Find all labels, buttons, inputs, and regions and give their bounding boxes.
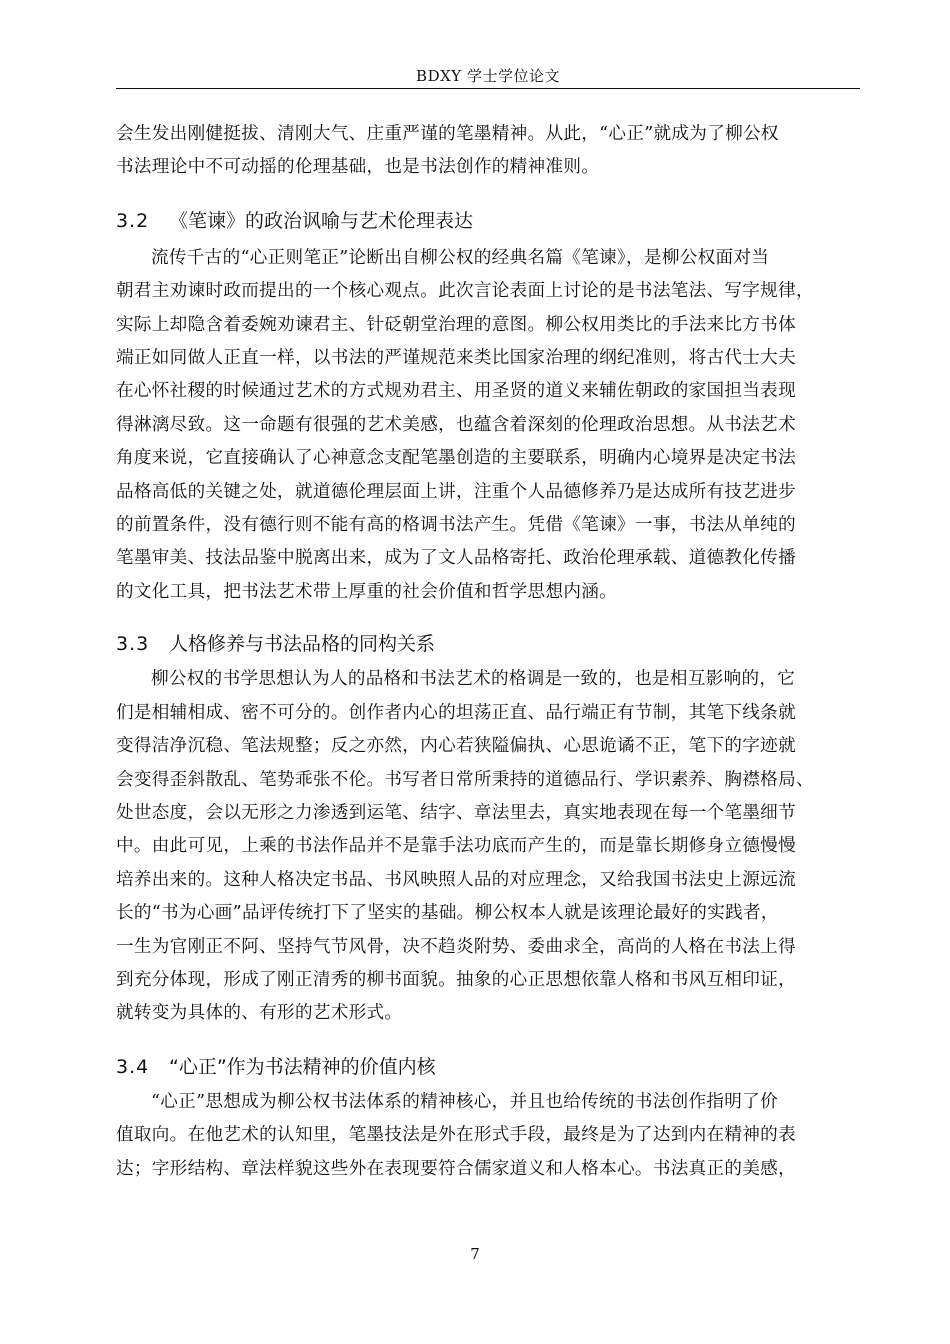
- paragraph-line: 在心怀社稷的时候通过艺术的方式规劝君主、用圣贤的道义来辅佐朝政的家国担当表现: [116, 381, 796, 402]
- section-title: “心正”作为书法精神的价值内核: [169, 1055, 436, 1078]
- section-number: 3.2: [116, 209, 150, 232]
- paragraph-line: 端正如同做人正直一样，以书法的严谨规范来类比国家治理的纲纪准则，将古代士大夫: [116, 348, 796, 369]
- section-paragraph: [116, 242, 860, 609]
- paragraph-line: “心正”思想成为柳公权书法体系的精神核心，并且也给传统的书法创作指明了价: [151, 1091, 778, 1112]
- paragraph-line: 实际上却隐含着委婉劝谏君主、针砭朝堂治理的意图。柳公权用类比的手法来比方书体: [116, 314, 796, 335]
- intro-paragraph: [116, 118, 860, 185]
- paragraph-line: 品格高低的关键之处，就道德伦理层面上讲，注重个人品德修养乃是达成所有技艺进步: [116, 481, 796, 502]
- section-number: 3.3: [116, 633, 150, 656]
- section-title: 《笔谏》的政治讽喻与艺术伦理表达: [169, 209, 474, 232]
- paragraph-line: 的前置条件，没有德行则不能有高的格调书法产生。凭借《笔谏》一事，书法从单纯的: [116, 515, 796, 536]
- paragraph-line: 角度来说，它直接确认了心神意念支配笔墨创造的主要联系，明确内心境界是决定书法: [116, 448, 796, 469]
- paragraph-line: 中。由此可见，上乘的书法作品并不是靠手法功底而产生的，而是靠长期修身立德慢慢: [116, 836, 796, 857]
- section-heading: [116, 1054, 860, 1080]
- header-rule: [116, 88, 860, 89]
- paragraph-line: 就转变为具体的、有形的艺术形式。: [116, 1003, 403, 1024]
- paragraph-line: 笔墨审美、技法品鉴中脱离出来，成为了文人品格寄托、政治伦理承载、道德教化传播: [116, 548, 796, 569]
- paragraph-line: 得淋漓尽致。这一命题有很强的艺术美感，也蕴含着深刻的伦理政治思想。从书法艺术: [116, 414, 796, 435]
- paragraph-line: 一生为官刚正不阿、坚持气节风骨，决不趋炎附势、委曲求全，高尚的人格在书法上得: [116, 936, 796, 957]
- paragraph-line: 到充分体现，形成了刚正清秀的柳书面貌。抽象的心正思想依靠人格和书风互相印证，: [116, 969, 796, 990]
- paragraph-line: 处世态度，会以无形之力渗透到运笔、结字、章法里去，真实地表现在每一个笔墨细节: [116, 802, 796, 823]
- paragraph-line: 们是相辅相成、密不可分的。创作者内心的坦荡正直、品行端正有节制，其笔下线条就: [116, 702, 796, 723]
- paragraph-line: 值取向。在他艺术的认知里，笔墨技法是外在形式手段，最终是为了达到内在精神的表: [116, 1125, 796, 1146]
- intro-line: 书法理论中不可动摇的伦理基础，也是书法创作的精神准则。: [116, 157, 600, 178]
- paragraph-line: 柳公权的书学思想认为人的品格和书法艺术的格调是一致的，也是相互影响的，它: [151, 669, 796, 690]
- section-heading: [116, 631, 860, 657]
- paragraph-line: 达；字形结构、章法样貌这些外在表现要符合儒家道义和人格本心。书法真正的美感，: [116, 1158, 796, 1179]
- section-number: 3.4: [116, 1055, 150, 1078]
- section-title: 人格修养与书法品格的同构关系: [169, 633, 436, 656]
- page-number: 7: [470, 1245, 480, 1263]
- page-header: BDXY 学士学位论文: [416, 67, 560, 85]
- page-body: [116, 118, 860, 1186]
- paragraph-line: 流传千古的“心正则笔正”论断出自柳公权的经典名篇《笔谏》，是柳公权面对当: [151, 247, 770, 268]
- section-paragraph: [116, 1086, 860, 1186]
- paragraph-line: 朝君主劝谏时政而提出的一个核心观点。此次言论表面上讨论的是书法笔法、写字规律，: [116, 281, 814, 302]
- section-heading: [116, 208, 860, 234]
- section-paragraph: [116, 663, 860, 1030]
- paragraph-line: 变得洁净沉稳、笔法规整；反之亦然，内心若狭隘偏执、心思诡谲不正，笔下的字迹就: [116, 736, 796, 757]
- paragraph-line: 培养出来的。这种人格决定书品、书风映照人品的对应理念，又给我国书法史上源远流: [116, 869, 796, 890]
- paragraph-line: 会变得歪斜散乱、笔势乖张不伦。书写者日常所秉持的道德品行、学识素养、胸襟格局、: [116, 769, 814, 790]
- paragraph-line: 的文化工具，把书法艺术带上厚重的社会价值和哲学思想内涵。: [116, 581, 618, 602]
- intro-line: 会生发出刚健挺拔、清刚大气、庄重严谨的笔墨精神。从此，“心正”就成为了柳公权: [116, 124, 779, 144]
- paragraph-line: 长的“书为心画”品评传统打下了坚实的基础。柳公权本人就是该理论最好的实践者，: [116, 903, 779, 924]
